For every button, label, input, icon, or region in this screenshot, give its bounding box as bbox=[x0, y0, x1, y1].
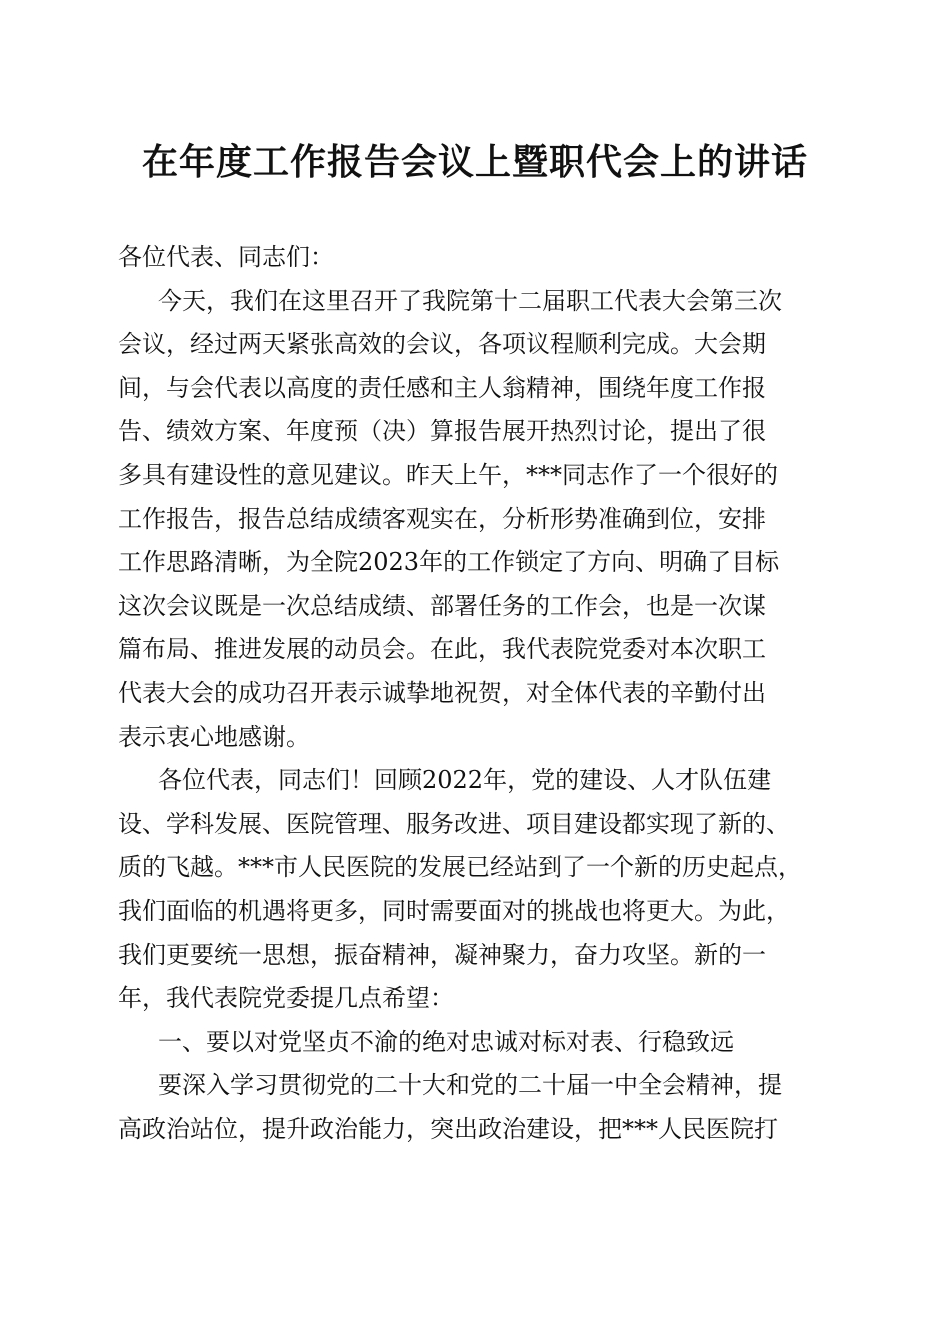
paragraph-line: 年，我代表院党委提几点希望： bbox=[118, 984, 454, 1013]
paragraph-line: 会议，经过两天紧张高效的会议，各项议程顺利完成。大会期 bbox=[118, 330, 766, 359]
paragraph-line: 高政治站位，提升政治能力，突出政治建设，把***人民医院打 bbox=[118, 1114, 778, 1143]
paragraph-line: 质的飞越。***市人民医院的发展已经站到了一个新的历史起点， bbox=[118, 853, 802, 882]
paragraph-line: 告、绩效方案、年度预（决）算报告展开热烈讨论，提出了很 bbox=[118, 417, 766, 446]
paragraph-line: 表示衷心地感谢。 bbox=[118, 722, 310, 751]
paragraph-line: 今天，我们在这里召开了我院第十二届职工代表大会第三次 bbox=[158, 286, 782, 315]
paragraph-line: 要深入学习贯彻党的二十大和党的二十届一中全会精神，提 bbox=[158, 1071, 782, 1100]
document-title: 在年度工作报告会议上暨职代会上的讲话 bbox=[141, 141, 808, 183]
paragraph-line: 工作报告，报告总结成绩客观实在，分析形势准确到位，安排 bbox=[118, 504, 766, 533]
paragraph-line: 设、学科发展、医院管理、服务改进、项目建设都实现了新的、 bbox=[118, 809, 790, 838]
paragraph-line: 间，与会代表以高度的责任感和主人翁精神，围绕年度工作报 bbox=[118, 373, 766, 402]
paragraph-line: 我们面临的机遇将更多，同时需要面对的挑战也将更大。为此， bbox=[118, 896, 790, 925]
paragraph-line: 篇布局、推进发展的动员会。在此，我代表院党委对本次职工 bbox=[118, 635, 766, 664]
paragraph-line: 代表大会的成功召开表示诚挚地祝贺，对全体代表的辛勤付出 bbox=[118, 678, 766, 707]
paragraph-line: 工作思路清晰，为全院2023年的工作锁定了方向、明确了目标 bbox=[118, 548, 780, 577]
paragraph-2 bbox=[118, 759, 838, 1021]
document-body bbox=[118, 236, 838, 1151]
paragraph-line: 多具有建设性的意见建议。昨天上午，***同志作了一个很好的 bbox=[118, 460, 778, 489]
paragraph-line: 各位代表，同志们！回顾2022年，党的建设、人才队伍建 bbox=[158, 766, 772, 795]
paragraph-3 bbox=[118, 1064, 838, 1151]
paragraph-line: 我们更要统一思想，振奋精神，凝神聚力，奋力攻坚。新的一 bbox=[118, 940, 766, 969]
section-heading-1: 一、要以对党坚贞不渝的绝对忠诚对标对表、行稳致远 bbox=[158, 1027, 734, 1056]
paragraph-1 bbox=[118, 280, 838, 760]
salutation: 各位代表、同志们： bbox=[118, 243, 334, 271]
paragraph-line: 这次会议既是一次总结成绩、部署任务的工作会，也是一次谋 bbox=[118, 591, 766, 620]
